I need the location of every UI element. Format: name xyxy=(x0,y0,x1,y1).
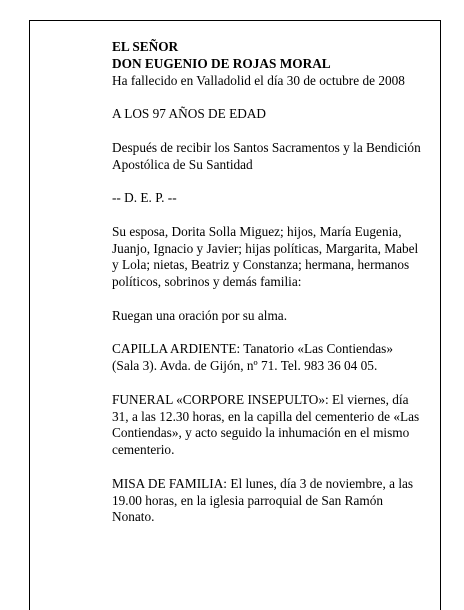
funeral-paragraph: FUNERAL «CORPORE INSEPULTO»: El viernes, día 31, a las 12.30 horas, en la capilla del cementerio de «Las Contiendas», y acto seguido la inhumación en el mismo cementerio. xyxy=(112,391,420,458)
family-mass-paragraph: MISA DE FAMILIA: El lunes, día 3 de noviembre, a las 19.00 horas, en la iglesia parroquial de San Ramón Nonato. xyxy=(112,475,414,525)
obituary-text xyxy=(112,39,422,543)
heading-title: EL SEÑOR xyxy=(112,39,179,54)
prayer-line: Ruegan una oración por su alma. xyxy=(112,307,288,323)
chapel-paragraph: CAPILLA ARDIENTE: Tanatorio «Las Contiendas» (Sala 3). Avda. de Gijón, nº 71. Tel. 983 36 04 05. xyxy=(112,341,393,374)
deceased-name: DON EUGENIO DE ROJAS MORAL xyxy=(112,55,331,71)
death-info: Ha fallecido en Valladolid el día 30 de octubre de 2008 xyxy=(112,72,405,88)
sacraments-paragraph: Después de recibir los Santos Sacramentos y la Bendición Apostólica de Su Santidad xyxy=(112,139,421,172)
obituary-header xyxy=(112,39,422,89)
dep-line: -- D. E. P. -- xyxy=(112,190,177,206)
family-paragraph: Su esposa, Dorita Solla Miguez; hijos, María Eugenia, Juanjo, Ignacio y Javier; hijas políticas, Margarita, Mabel y Lola; nietas, Beatriz y Constanza; hermana, hermanos políticos, sobrinos y demás familia: xyxy=(112,223,419,290)
age-line: A LOS 97 AÑOS DE EDAD xyxy=(112,106,267,122)
